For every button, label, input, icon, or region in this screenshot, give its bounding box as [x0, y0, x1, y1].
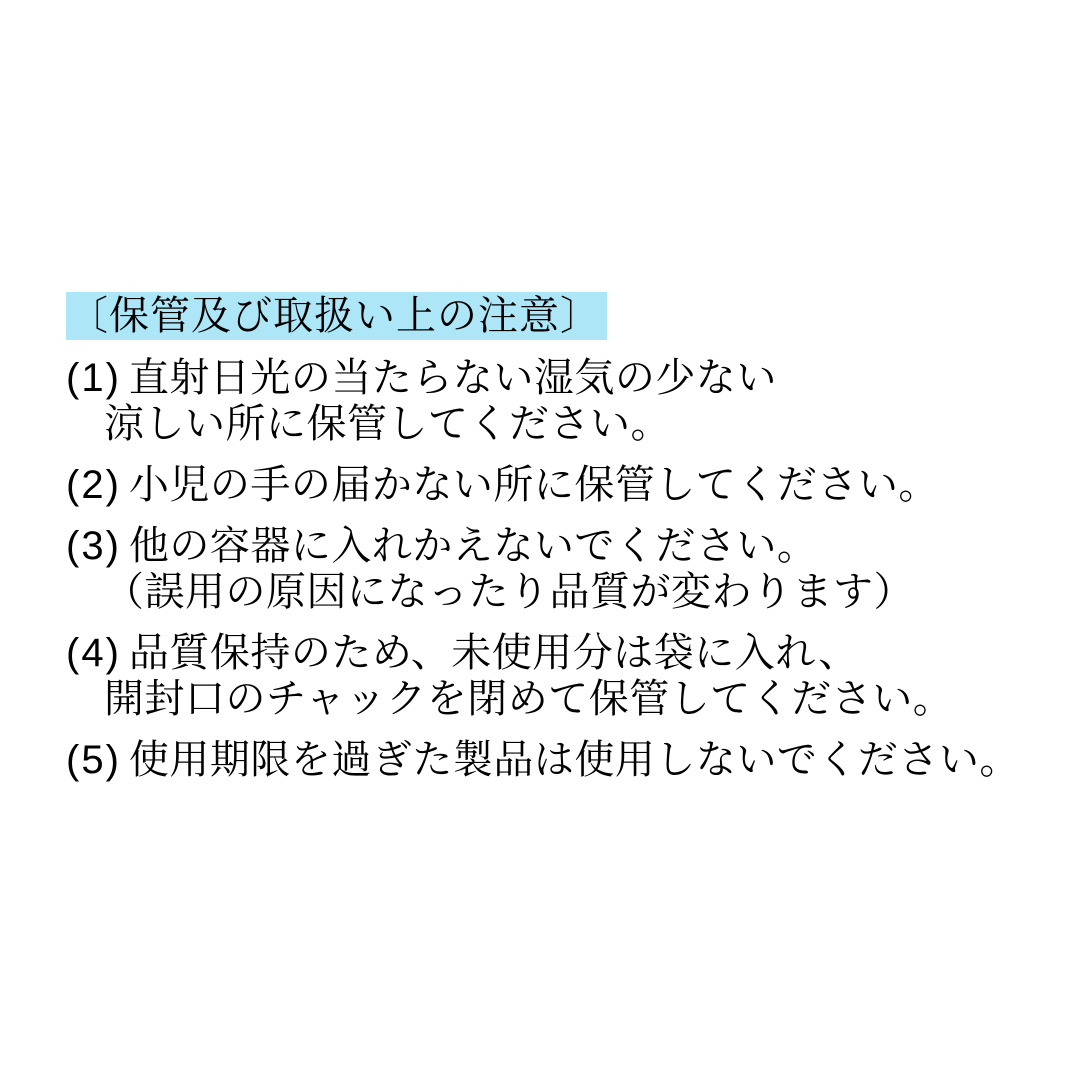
item-text: （誤用の原因になったり品質が変わります）: [104, 570, 914, 614]
item-number: (1): [66, 356, 121, 400]
section-title: 〔保管及び取扱い上の注意〕: [66, 292, 607, 340]
item-first-line: [66, 523, 1056, 569]
list-item: [66, 737, 1056, 783]
item-first-line: [66, 630, 1056, 676]
precautions-section: [66, 292, 1056, 783]
item-number: (4): [66, 631, 121, 675]
list-item: [66, 462, 1056, 508]
item-text: 開封口のチャックを閉めて保管してください。: [104, 677, 954, 721]
item-text: 小児の手の届かない所に保管してください。: [128, 463, 939, 507]
item-first-line: [66, 355, 1056, 401]
list-item: [66, 355, 1056, 447]
item-text: 他の容器に入れかえないでください。: [128, 524, 818, 568]
item-continuation-line: [66, 569, 1056, 615]
precaution-list: [66, 355, 1056, 783]
item-number: (3): [66, 524, 121, 568]
item-number: (5): [66, 738, 121, 782]
item-number: (2): [66, 463, 121, 507]
item-continuation-line: [66, 676, 1056, 722]
item-continuation-line: [66, 401, 1056, 447]
item-text: 使用期限を過ぎた製品は使用しないでください。: [128, 738, 1020, 782]
list-item: [66, 630, 1056, 722]
item-text: 涼しい所に保管してください。: [104, 402, 671, 446]
item-text: 直射日光の当たらない湿気の少ない: [128, 356, 777, 400]
list-item: [66, 523, 1056, 615]
item-first-line: [66, 462, 1056, 508]
item-first-line: [66, 737, 1056, 783]
item-text: 品質保持のため、未使用分は袋に入れ、: [128, 631, 859, 675]
